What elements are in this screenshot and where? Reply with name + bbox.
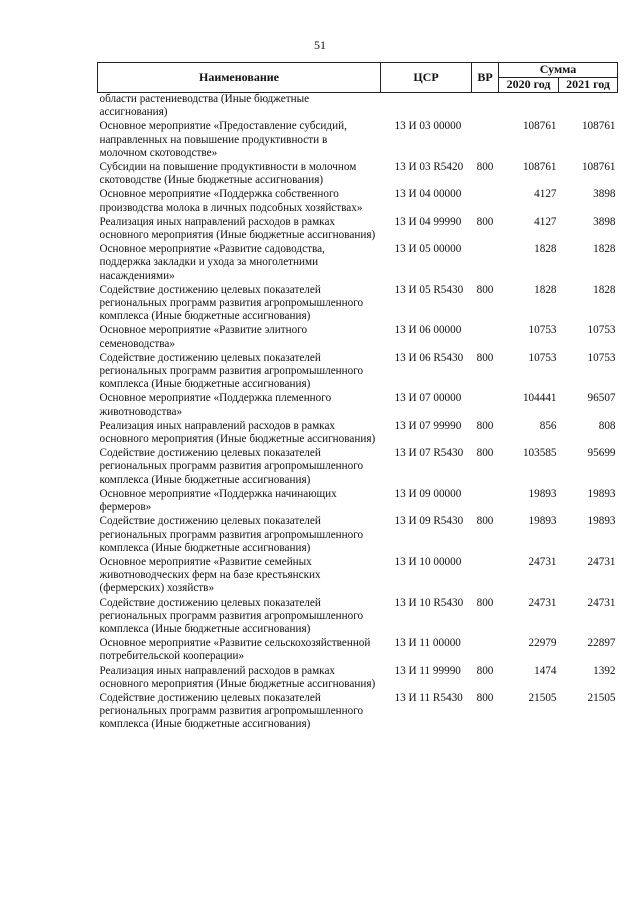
row-name: Основное мероприятие «Развитие семейных животноводческих ферм на базе крестьянских (фермерских) хозяйств» xyxy=(99,555,321,595)
row-vr-code xyxy=(472,392,499,419)
row-csr-code: 13 И 09 R5430 xyxy=(394,515,464,528)
row-csr-code: 13 И 05 R5430 xyxy=(394,283,464,296)
header-csr: ЦСР xyxy=(381,63,472,93)
row-name: Реализация иных направлений расходов в рамках основного мероприятия (Иные бюджетные ассигнования) xyxy=(99,215,376,242)
row-csr-code: 13 И 10 00000 xyxy=(394,555,462,568)
row-name: Содействие достижению целевых показателей региональных программ развития агропромышленного комплекса (Иные бюджетные ассигнования) xyxy=(99,691,364,731)
row-sum-2021: 22897 xyxy=(587,637,616,650)
row-csr-code: 13 И 04 00000 xyxy=(394,188,462,201)
budget-table xyxy=(97,62,618,733)
row-sum-2020: 108761 xyxy=(522,120,557,133)
table-row xyxy=(98,216,618,243)
table-row xyxy=(98,637,618,664)
table-row xyxy=(98,243,618,284)
row-vr-code xyxy=(472,637,499,664)
row-sum-2021: 10753 xyxy=(587,324,616,337)
row-sum-2020: 24731 xyxy=(528,596,557,609)
table-row xyxy=(98,488,618,515)
row-vr-code xyxy=(472,188,499,215)
row-sum-2020: 10753 xyxy=(528,351,557,364)
row-name: Основное мероприятие «Предоставление субсидий, направленных на повышение продуктивности в молочном скотоводстве» xyxy=(99,120,347,159)
row-sum-2020: 4127 xyxy=(534,215,557,228)
row-csr-code: 13 И 04 99990 xyxy=(394,215,462,228)
row-name: области растениеводства (Иные бюджетные ассигнования) xyxy=(99,93,310,119)
row-vr-code xyxy=(472,488,499,515)
row-vr-code xyxy=(472,324,499,351)
row-sum-2020: 856 xyxy=(539,419,557,432)
row-csr-code: 13 И 10 R5430 xyxy=(394,596,464,609)
row-sum-2021: 3898 xyxy=(593,215,616,228)
row-vr-code: 800 xyxy=(476,351,494,364)
row-vr-code xyxy=(472,556,499,597)
row-csr-code xyxy=(381,93,472,121)
row-sum-2021: 1392 xyxy=(593,664,616,677)
row-sum-2020: 104441 xyxy=(522,392,557,405)
row-csr-code: 13 И 07 99990 xyxy=(394,419,462,432)
row-name: Основное мероприятие «Поддержка собственного производства молока в личных подсобных хозяйствах» xyxy=(99,188,363,214)
row-csr-code: 13 И 07 00000 xyxy=(394,392,462,405)
row-name: Реализация иных направлений расходов в рамках основного мероприятия (Иные бюджетные ассигнования) xyxy=(99,419,376,446)
row-sum-2021: 21505 xyxy=(587,691,616,704)
row-name: Основное мероприятие «Поддержка начинающих фермеров» xyxy=(99,487,337,514)
row-vr-code: 800 xyxy=(476,596,494,609)
row-csr-code: 13 И 11 R5430 xyxy=(394,691,463,704)
table-row xyxy=(98,188,618,215)
row-sum-2020: 103585 xyxy=(522,447,557,460)
header-year-2021: 2021 год xyxy=(559,78,618,93)
table-row xyxy=(98,93,618,121)
row-sum-2021: 10753 xyxy=(587,351,616,364)
row-vr-code xyxy=(472,243,499,284)
row-sum-2021 xyxy=(559,93,618,121)
table-body xyxy=(98,93,618,733)
row-vr-code: 800 xyxy=(476,161,494,174)
row-csr-code: 13 И 05 00000 xyxy=(394,243,462,256)
row-name: Содействие достижению целевых показателей региональных программ развития агропромышленного комплекса (Иные бюджетные ассигнования) xyxy=(99,515,364,554)
row-sum-2021: 19893 xyxy=(587,515,616,528)
table-row xyxy=(98,120,618,161)
row-sum-2020: 24731 xyxy=(528,555,557,568)
row-sum-2021: 108761 xyxy=(581,120,616,133)
row-vr-code: 800 xyxy=(476,215,494,228)
table-row xyxy=(98,392,618,419)
row-sum-2021: 95699 xyxy=(587,447,616,460)
row-csr-code: 13 И 07 R5430 xyxy=(394,447,464,460)
header-year-2020: 2020 год xyxy=(499,78,559,93)
table-row xyxy=(98,284,618,325)
row-sum-2021: 19893 xyxy=(587,487,616,500)
row-vr-code: 800 xyxy=(476,419,494,432)
header-sum: Сумма xyxy=(499,63,618,78)
row-vr-code: 800 xyxy=(476,691,494,704)
row-sum-2020: 1474 xyxy=(534,664,557,677)
row-sum-2020: 10753 xyxy=(528,324,557,337)
row-sum-2021: 24731 xyxy=(587,596,616,609)
row-name: Основное мероприятие «Развитие садоводства, поддержка закладки и ухода за многолетними насаждениями» xyxy=(99,243,325,282)
row-vr-code xyxy=(472,93,499,121)
row-name: Основное мероприятие «Развитие сельскохозяйственной потребительской кооперации» xyxy=(99,637,371,663)
row-name: Содействие достижению целевых показателей региональных программ развития агропромышленного комплекса (Иные бюджетные ассигнования) xyxy=(99,447,364,486)
page-number: 51 xyxy=(314,38,326,52)
table-row xyxy=(98,665,618,692)
row-sum-2021: 1828 xyxy=(593,243,616,256)
row-sum-2020: 19893 xyxy=(528,515,557,528)
row-vr-code: 800 xyxy=(476,664,494,677)
row-sum-2020: 4127 xyxy=(534,188,557,201)
row-sum-2021: 24731 xyxy=(587,555,616,568)
table-row xyxy=(98,324,618,351)
table-row xyxy=(98,352,618,393)
row-vr-code: 800 xyxy=(476,283,494,296)
table-row xyxy=(98,556,618,597)
row-sum-2021: 808 xyxy=(598,419,616,432)
row-name: Содействие достижению целевых показателей региональных программ развития агропромышленного комплекса (Иные бюджетные ассигнования) xyxy=(99,283,364,323)
row-csr-code: 13 И 09 00000 xyxy=(394,487,462,500)
row-sum-2021: 108761 xyxy=(581,161,616,174)
row-csr-code: 13 И 03 R5420 xyxy=(394,161,464,174)
row-sum-2020: 21505 xyxy=(528,691,557,704)
table-row xyxy=(98,447,618,488)
table-row xyxy=(98,692,618,733)
header-vr: ВР xyxy=(472,63,499,93)
row-sum-2020 xyxy=(499,93,559,121)
row-vr-code xyxy=(472,120,499,161)
row-sum-2020: 22979 xyxy=(528,637,557,650)
row-csr-code: 13 И 11 00000 xyxy=(394,637,461,650)
row-csr-code: 13 И 06 00000 xyxy=(394,324,462,337)
budget-table-container xyxy=(97,62,617,733)
row-sum-2021: 3898 xyxy=(593,188,616,201)
row-sum-2021: 96507 xyxy=(587,392,616,405)
row-csr-code: 13 И 03 00000 xyxy=(394,120,462,133)
row-csr-code: 13 И 11 99990 xyxy=(394,664,461,677)
row-name: Содействие достижению целевых показателей региональных программ развития агропромышленного комплекса (Иные бюджетные ассигнования) xyxy=(99,596,364,635)
row-name: Реализация иных направлений расходов в рамках основного мероприятия (Иные бюджетные ассигнования) xyxy=(99,664,376,690)
header-name: Наименование xyxy=(98,63,381,93)
table-row xyxy=(98,515,618,556)
row-sum-2020: 1828 xyxy=(534,243,557,256)
row-name: Содействие достижению целевых показателей региональных программ развития агропромышленного комплекса (Иные бюджетные ассигнования) xyxy=(99,351,364,391)
row-sum-2020: 1828 xyxy=(534,283,557,296)
row-sum-2021: 1828 xyxy=(593,283,616,296)
table-header xyxy=(98,63,618,93)
row-vr-code: 800 xyxy=(476,515,494,528)
table-row xyxy=(98,161,618,188)
row-csr-code: 13 И 06 R5430 xyxy=(394,351,464,364)
table-row xyxy=(98,597,618,638)
row-sum-2020: 19893 xyxy=(528,487,557,500)
row-name: Основное мероприятие «Развитие элитного семеноводства» xyxy=(99,324,308,350)
row-vr-code: 800 xyxy=(476,447,494,460)
row-sum-2020: 108761 xyxy=(522,161,557,174)
row-name: Основное мероприятие «Поддержка племенного животноводства» xyxy=(99,392,332,418)
table-row xyxy=(98,420,618,447)
row-name: Субсидии на повышение продуктивности в молочном скотоводстве (Иные бюджетные ассигнования) xyxy=(99,161,357,187)
